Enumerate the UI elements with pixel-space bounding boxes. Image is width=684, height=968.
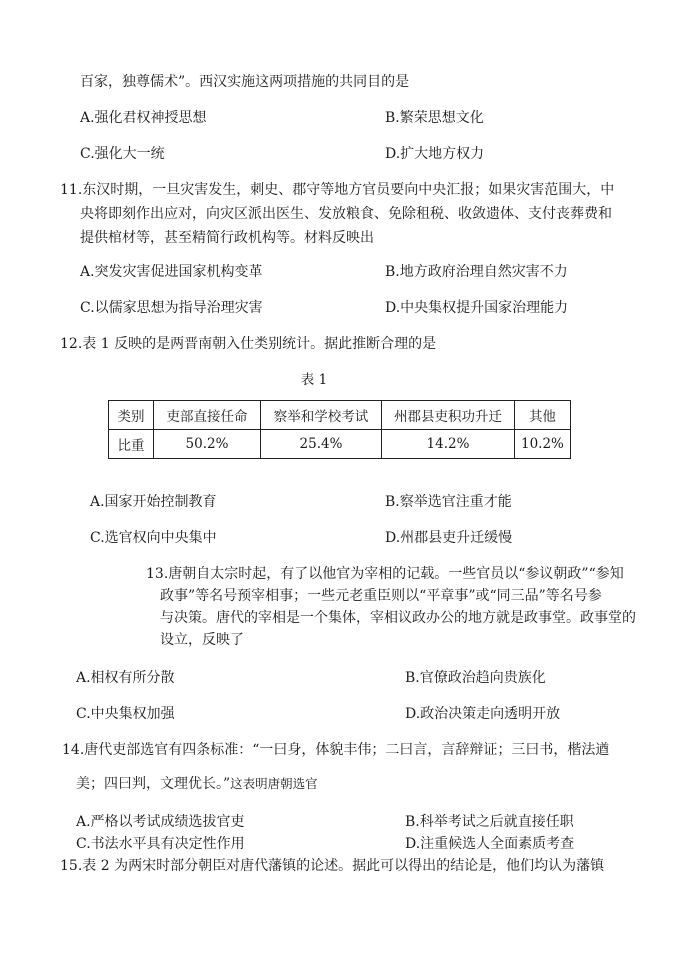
question-13-line-4: 设立，反映了 (160, 632, 244, 648)
question-11-line-2: 央将即刻作出应对，向灾区派出医生、发放粮食、免除租税、收敛遗体、支付丧葬费和 (80, 206, 612, 222)
question-14-prompt: 这表明唐朝选官 (230, 776, 318, 791)
question-13-line-3: 与决策。唐代的宰相是一个集体，宰相议政办公的地方就是政事堂。政事堂的 (160, 610, 636, 626)
q11-option-a: A.突发灾害促进国家机构变革 (80, 264, 263, 280)
q14-option-d: D.注重候选人全面素质考查 (405, 836, 575, 852)
question-13-line-2: 政事”等名号预宰相事；一些元老重臣则以“平章事”或“同三品”等名号参 (160, 588, 602, 604)
table-header-cell: 其他 (515, 401, 571, 430)
question-14-quote-end: 美；四曰判，文理优长。” (76, 776, 231, 792)
q13-option-c: C.中央集权加强 (76, 706, 175, 722)
q12-option-a: A.国家开始控制教育 (90, 494, 217, 510)
q11-option-d: D.中央集权提升国家治理能力 (385, 300, 569, 316)
q13-option-a: A.相权有所分散 (76, 670, 175, 686)
q12-option-d: D.州郡县吏升迁缓慢 (385, 530, 513, 546)
q14-option-b: B.科举考试之后就直接任职 (405, 814, 574, 830)
table-1 (108, 400, 571, 459)
question-14-line-1: 14.唐代吏部选官有四条标准：“一曰身，体貌丰伟；二曰言，言辞辩证；三曰书，楷法遒 (62, 742, 610, 758)
table-row (109, 430, 571, 459)
q10-option-b: B.繁荣思想文化 (385, 110, 484, 126)
table-cell: 比重 (109, 430, 154, 459)
table-header-cell: 吏部直接任命 (154, 401, 261, 430)
q11-option-c: C.以儒家思想为指导治理灾害 (80, 300, 263, 316)
q10-option-d: D.扩大地方权力 (385, 146, 485, 162)
q14-option-c: C.书法水平具有决定性作用 (76, 836, 245, 852)
q13-option-d: D.政治决策走向透明开放 (405, 706, 561, 722)
table-header-cell: 察举和学校考试 (261, 401, 382, 430)
q12-option-c: C.选官权向中央集中 (90, 530, 217, 546)
question-11-line-3: 提供棺材等，甚至精简行政机构等。材料反映出 (80, 230, 374, 246)
table-header-cell: 州郡县吏积功升迁 (382, 401, 515, 430)
table-cell: 10.2% (515, 430, 571, 459)
q14-option-a: A.严格以考试成绩选拔官吏 (76, 814, 245, 830)
table-header-row (109, 401, 571, 430)
question-14-line-2 (76, 774, 318, 794)
q11-option-b: B.地方政府治理自然灾害不力 (385, 264, 568, 280)
question-15-line-1: 15.表 2 为两宋时部分朝臣对唐代藩镇的论述。据此可以得出的结论是，他们均认为藩镇 (60, 858, 605, 874)
question-10-stem-tail: 百家，独尊儒术”。西汉实施这两项措施的共同目的是 (80, 74, 410, 90)
table-cell: 14.2% (382, 430, 515, 459)
table-cell: 50.2% (154, 430, 261, 459)
question-11-line-1: 11.东汉时期，一旦灾害发生，刺史、郡守等地方官员要向中央汇报；如果灾害范围大，中 (60, 182, 615, 198)
table-header-cell: 类别 (109, 401, 154, 430)
question-13-line-1: 13.唐朝自太宗时起，有了以他官为宰相的记载。一些官员以“参议朝政”“参知 (146, 566, 624, 582)
q13-option-b: B.官僚政治趋向贵族化 (405, 670, 546, 686)
q12-option-b: B.察举选官注重才能 (385, 494, 512, 510)
question-12-stem: 12.表 1 反映的是两晋南朝入仕类别统计。据此推断合理的是 (60, 336, 437, 352)
table-cell: 25.4% (261, 430, 382, 459)
q10-option-c: C.强化大一统 (80, 146, 165, 162)
q10-option-a: A.强化君权神授思想 (80, 110, 207, 126)
table-1-caption: 表 1 (300, 372, 328, 388)
